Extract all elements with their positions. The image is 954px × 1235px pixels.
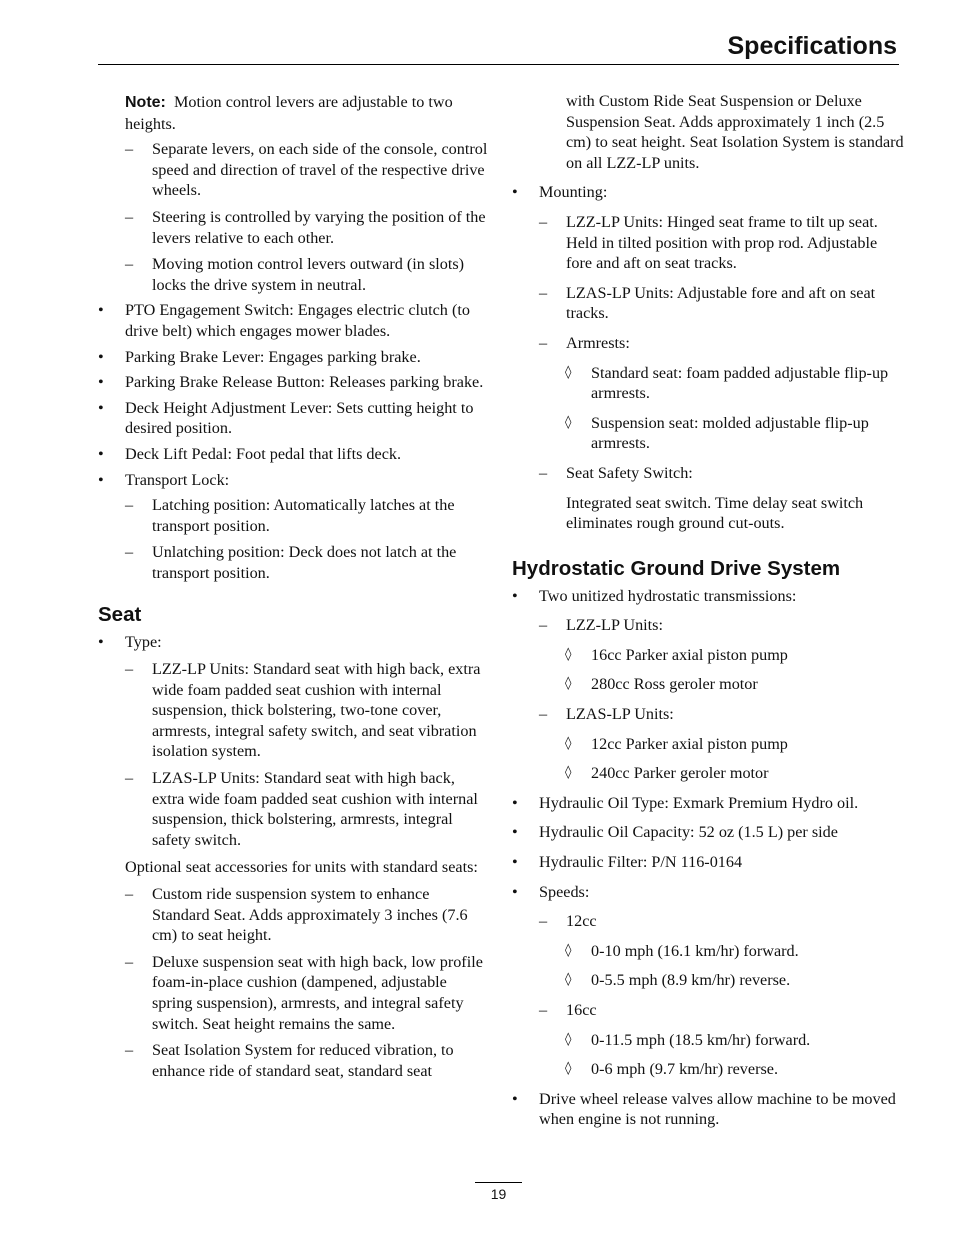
left-column [98,91,490,1081]
bullet-marker: • [512,183,518,202]
section-heading-hydrostatic: Hydrostatic Ground Drive System [512,556,841,580]
note-label: Note: [125,94,166,111]
bullet-marker: • [98,347,104,366]
section-heading-seat: Seat [98,603,142,627]
list-item: • Hydraulic Oil Capacity: 52 oz (1.5 L) per side [512,823,838,842]
bullet-marker: • [512,882,518,901]
list-item: • Parking Brake Lever: Engages parking brake. [98,347,421,366]
list-item: ◊ 16cc Parker axial piston pump [565,645,788,664]
header-rule [98,64,899,65]
footer-rule [475,1182,522,1183]
diamond-marker: ◊ [565,646,572,662]
right-column [512,91,904,1130]
dash-marker: – [539,283,548,302]
list-item: • Speeds: [512,882,590,901]
bullet-marker: • [512,586,518,605]
dash-marker: – [539,333,548,352]
diamond-marker: ◊ [565,765,572,781]
dash-marker: – [125,255,134,274]
list-item: – LZAS-LP Units: [539,705,674,724]
list-item: • Transport Lock: [98,470,230,489]
dash-marker: – [125,140,134,159]
list-item: – LZZ-LP Units: [539,616,663,635]
dash-marker: – [125,885,134,903]
bullet-marker: • [512,823,518,842]
bullet-marker: • [98,301,104,320]
list-item: ◊ 0-5.5 mph (8.9 km/hr) reverse. [565,971,791,990]
bullet-marker: • [98,444,104,463]
dash-marker: – [125,496,134,515]
bullet-marker: • [512,793,518,812]
list-item: – Moving motion control levers outward (in slots) locks the drive system in neutral. [125,255,465,294]
list-item: – Seat Safety Switch: [539,463,693,482]
list-item: – Unlatching position: Deck does not latch at the transport position. [125,543,457,582]
list-item: – Separate levers, on each side of the console, control speed and direction of travel of the respective drive wheels. [125,140,488,200]
list-item: – LZZ-LP Units: Standard seat with high back, extra wide foam padded seat cushion with internal suspension, thick bolstering, two-tone cover, armrests, integral safety switch, and seat vibration isolation system. [125,660,481,761]
page-number: 19 [490,1186,507,1202]
diamond-marker: ◊ [565,414,572,430]
bullet-marker: • [98,373,104,392]
list-item: ◊ 280cc Ross geroler motor [565,675,758,694]
dash-marker: – [539,212,548,231]
diamond-marker: ◊ [565,735,572,751]
list-item: • Two unitized hydrostatic transmissions: [512,586,797,605]
seat-isolation-continued-text: with Custom Ride Seat Suspension or Deluxe Suspension Seat. Adds approximately 1 inch (2.5 cm) to seat height. Seat Isolation System is standard on all LZZ-LP units. [566,92,904,172]
page-header-title: Specifications [727,32,897,60]
list-item: ◊ 240cc Parker geroler motor [565,764,769,783]
list-item: ◊ Suspension seat: molded adjustable flip-up armrests. [565,413,869,453]
dash-marker: – [125,952,134,971]
list-item: ◊ 0-10 mph (16.1 km/hr) forward. [565,941,799,960]
dash-marker: – [539,912,548,931]
diamond-marker: ◊ [565,972,572,988]
note-text: Motion control levers are adjustable to two heights. [125,93,453,133]
list-item: • Deck Height Adjustment Lever: Sets cutting height to desired position. [98,398,474,438]
diamond-marker: ◊ [565,942,572,958]
list-item: • PTO Engagement Switch: Engages electric clutch (to drive belt) which engages mower blades. [98,301,470,340]
list-item: • Hydraulic Oil Type: Exmark Premium Hydro oil. [512,793,859,812]
optional-seat-accessories-text: Optional seat accessories for units with standard seats: [125,858,478,877]
bullet-marker: • [512,853,518,872]
seat-switch-description: Integrated seat switch. Time delay seat switch eliminates rough ground cut-outs. [566,493,864,533]
dash-marker: – [125,543,134,562]
diamond-marker: ◊ [565,676,572,692]
bullet-marker: • [98,398,104,417]
list-item: • Hydraulic Filter: P/N 116-0164 [512,853,743,872]
dash-marker: – [125,1041,134,1060]
list-item: – LZAS-LP Units: Standard seat with high back, extra wide foam padded seat cushion with internal suspension, thick bolstering, armrests, integral safety switch. [125,769,478,849]
list-item: • Mounting: [512,183,608,202]
list-item: – 16cc [539,1001,597,1019]
list-item: – Latching position: Automatically latches at the transport position. [125,496,455,535]
list-item: • Drive wheel release valves allow machine to be moved when engine is not running. [512,1089,896,1129]
list-item: – 12cc [539,912,597,931]
diamond-marker: ◊ [565,364,572,380]
list-item: – Custom ride suspension system to enhance Standard Seat. Adds approximately 3 inches (7.6 cm) to seat height. [125,885,468,945]
list-item: – LZAS-LP Units: Adjustable fore and aft on seat tracks. [539,283,876,323]
diamond-marker: ◊ [565,1031,572,1047]
list-item: ◊ 12cc Parker axial piston pump [565,734,788,753]
list-item: – Steering is controlled by varying the position of the levers relative to each other. [125,207,486,247]
dash-marker: – [125,207,134,226]
bullet-marker: • [512,1089,518,1108]
note [98,92,490,134]
dash-marker: – [539,705,548,724]
list-item: • Type: [98,633,162,652]
list-item: ◊ 0-11.5 mph (18.5 km/hr) forward. [565,1030,811,1049]
bullet-marker: • [98,470,104,489]
diamond-marker: ◊ [565,1061,572,1077]
list-item: – Armrests: [539,333,630,352]
list-item: • Parking Brake Release Button: Releases parking brake. [98,373,484,392]
list-item: – LZZ-LP Units: Hinged seat frame to tilt up seat. Held in tilted position with prop rod. Adjustable fore and aft on seat tracks. [539,212,878,273]
list-item: • Deck Lift Pedal: Foot pedal that lifts deck. [98,444,402,463]
list-item: ◊ Standard seat: foam padded adjustable flip-up armrests. [565,363,889,403]
dash-marker: – [539,1001,548,1019]
list-item: – Deluxe suspension seat with high back, low profile foam-in-place cushion (dampened, adjustable spring suspension), armrests, and integral safety switch. Seat height remains the same. [125,952,483,1033]
list-item: ◊ 0-6 mph (9.7 km/hr) reverse. [565,1060,779,1079]
dash-marker: – [539,616,548,635]
dash-marker: – [539,463,548,482]
dash-marker: – [125,769,134,788]
bullet-marker: • [98,633,104,652]
dash-marker: – [125,660,134,679]
list-item: – Seat Isolation System for reduced vibration, to enhance ride of standard seat, standard seat [125,1041,454,1080]
